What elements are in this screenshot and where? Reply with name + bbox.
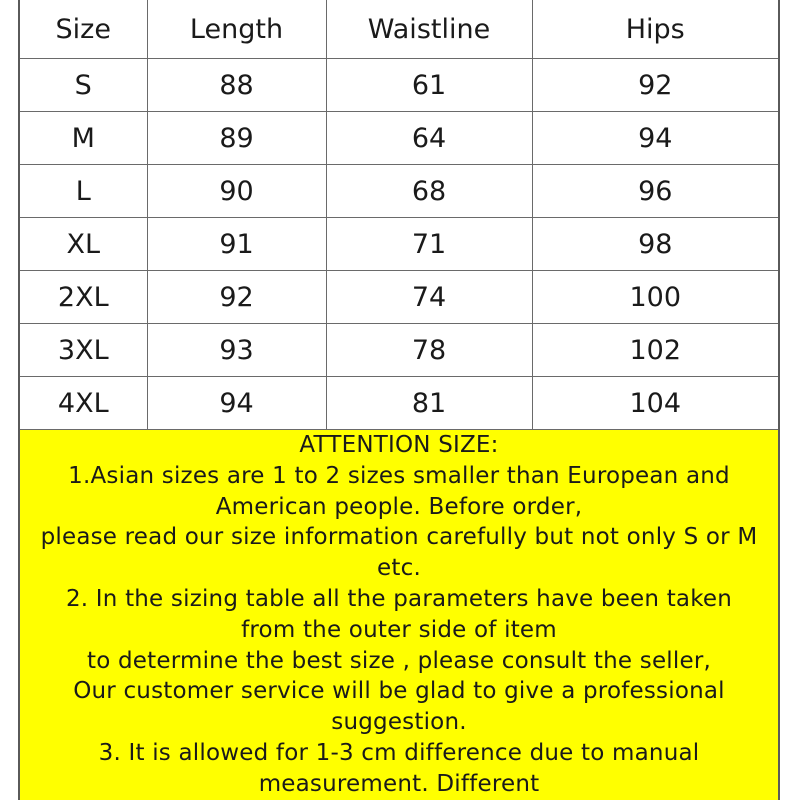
table-row <box>20 165 778 218</box>
cell-length: 91 <box>147 218 326 271</box>
notice-line: measurement. Different <box>258 770 540 797</box>
notice-line: suggestion. <box>331 709 467 736</box>
cell-hips: 96 <box>532 165 778 218</box>
table-row <box>20 112 778 165</box>
notice-title: ATTENTION SIZE: <box>299 432 499 458</box>
cell-waistline: 64 <box>326 112 532 165</box>
cell-length: 94 <box>147 377 326 430</box>
notice-line: Our customer service will be glad to give a professional <box>73 678 725 705</box>
cell-length: 92 <box>147 271 326 324</box>
cell-hips: 100 <box>532 271 778 324</box>
cell-size: 2XL <box>20 271 147 324</box>
attention-notice <box>20 430 778 800</box>
cell-size: L <box>20 165 147 218</box>
cell-length: 88 <box>147 59 326 112</box>
table-row <box>20 218 778 271</box>
cell-size: 4XL <box>20 377 147 430</box>
cell-length: 90 <box>147 165 326 218</box>
cell-hips: 104 <box>532 377 778 430</box>
cell-waistline: 78 <box>326 324 532 377</box>
notice-line: from the outer side of item <box>241 616 557 643</box>
table-row <box>20 324 778 377</box>
size-table <box>20 0 778 430</box>
header-length: Length <box>147 0 326 59</box>
cell-size: M <box>20 112 147 165</box>
cell-hips: 98 <box>532 218 778 271</box>
cell-waistline: 74 <box>326 271 532 324</box>
cell-size: S <box>20 59 147 112</box>
size-chart <box>18 0 780 800</box>
cell-size: 3XL <box>20 324 147 377</box>
notice-line: etc. <box>377 555 421 582</box>
notice-line: 1.Asian sizes are 1 to 2 sizes smaller than European and <box>68 462 730 489</box>
cell-size: XL <box>20 218 147 271</box>
cell-waistline: 81 <box>326 377 532 430</box>
header-size: Size <box>20 0 147 59</box>
cell-hips: 94 <box>532 112 778 165</box>
notice-line: American people. Before order, <box>215 493 583 520</box>
table-row <box>20 59 778 112</box>
table-row <box>20 271 778 324</box>
table-header-row <box>20 0 778 59</box>
cell-hips: 102 <box>532 324 778 377</box>
cell-length: 89 <box>147 112 326 165</box>
notice-line: please read our size information carefully but not only S or M <box>40 524 758 551</box>
header-hips: Hips <box>532 0 778 59</box>
notice-line: 3. It is allowed for 1-3 cm difference due to manual <box>98 739 700 766</box>
notice-line: to determine the best size , please consult the seller, <box>87 647 711 674</box>
notice-line: 2. In the sizing table all the parameters have been taken <box>65 585 733 612</box>
cell-waistline: 68 <box>326 165 532 218</box>
cell-waistline: 61 <box>326 59 532 112</box>
table-row <box>20 377 778 430</box>
header-waistline: Waistline <box>326 0 532 59</box>
cell-length: 93 <box>147 324 326 377</box>
cell-hips: 92 <box>532 59 778 112</box>
cell-waistline: 71 <box>326 218 532 271</box>
